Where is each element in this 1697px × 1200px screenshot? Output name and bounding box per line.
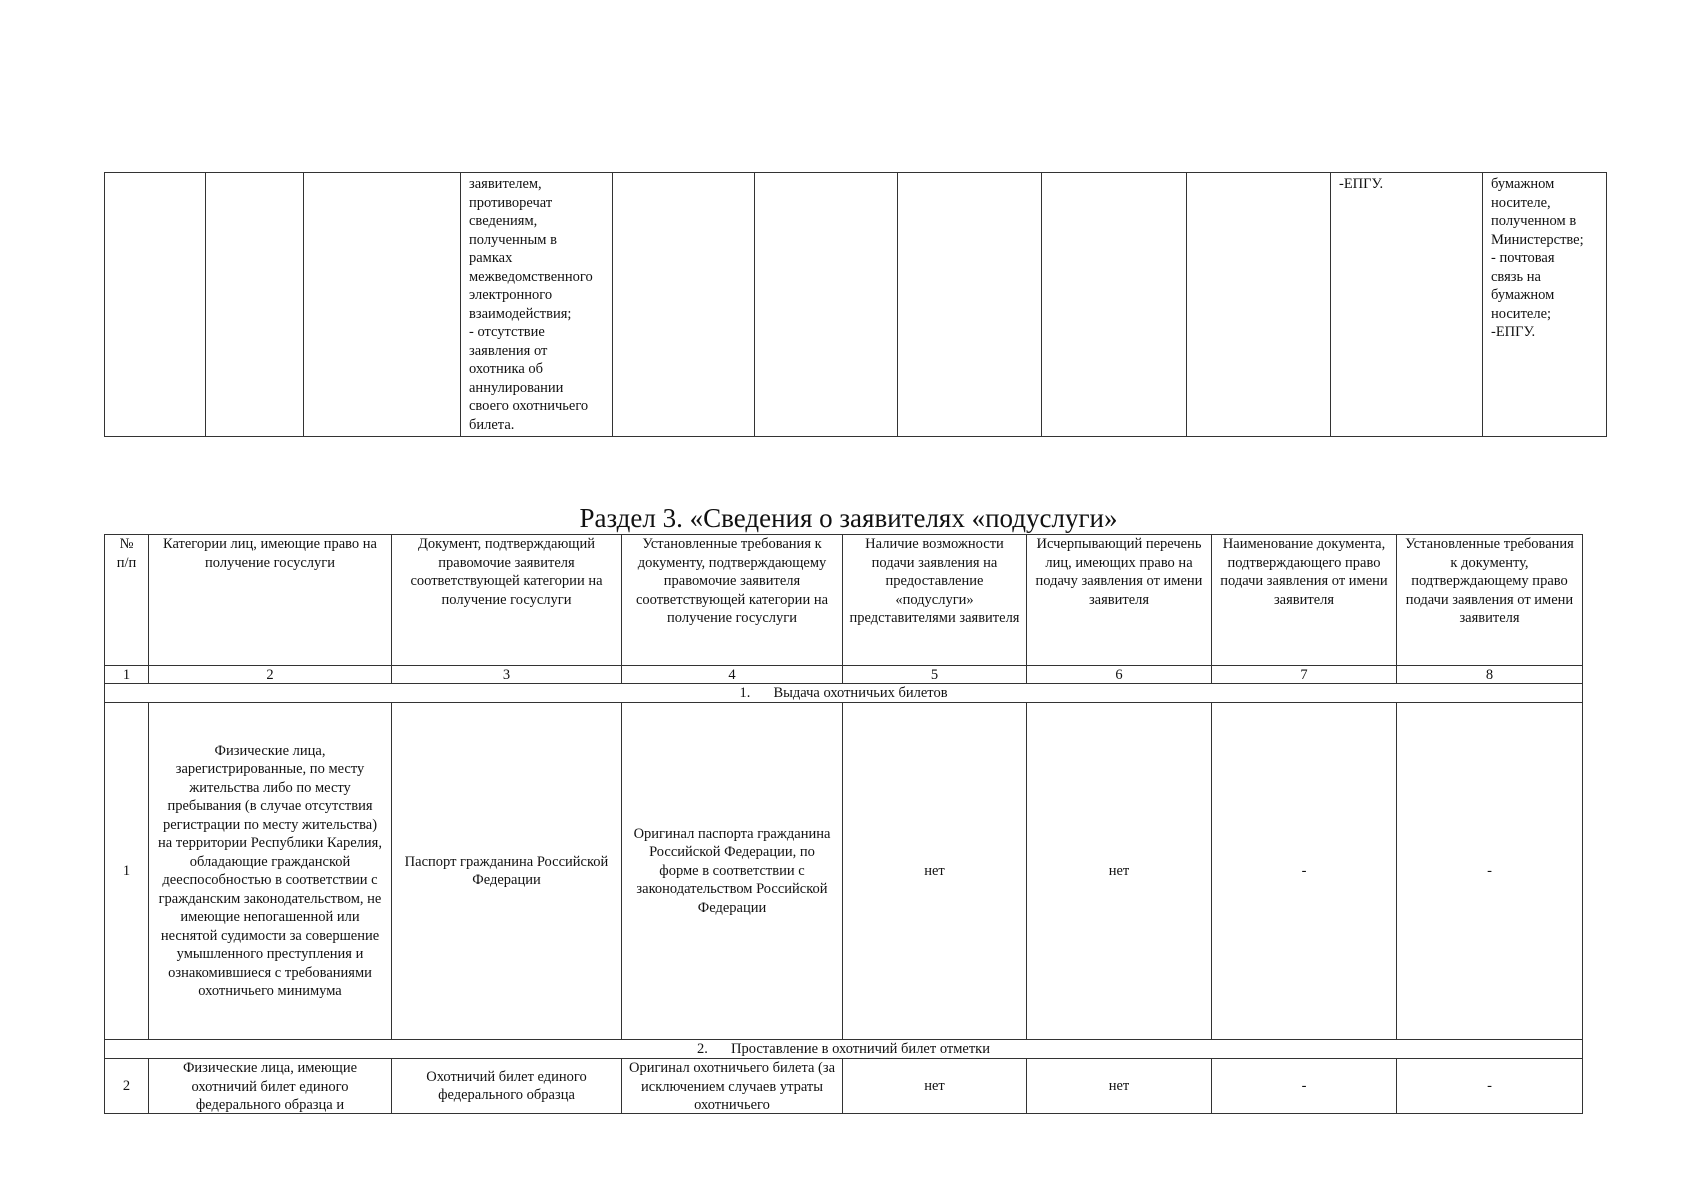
row-number: 1 [105,703,149,1040]
section-title: Раздел 3. «Сведения о заявителях «подуслуги» [579,503,1118,533]
header-row [105,535,1583,666]
cont-cell-1 [105,173,206,437]
header-cell: Документ, подтверждающий правомочие заявителя соответствующей категории на получение госуслуги [392,535,622,666]
column-number-row [105,666,1583,684]
column-number: 6 [1027,666,1212,684]
representatives-allowed: нет [843,703,1027,1040]
row-number: 2 [105,1059,149,1114]
applicant-category: Физические лица, зарегистрированные, по месту жительства либо по месту пребывания (в случае отсутствия регистрации по месту жительства) на территории Республики Карелия, обладающие гражданской дееспособностью в соответствии с гражданским законодательством, не имеющие непогашенной или неснятой судимости за совершение умышленного преступления и ознакомившиеся с требованиями охотничьего минимума [149,703,392,1040]
document-requirements-text: Оригинал охотничьего билета (за исключением случаев утраты охотничьего [628,1060,836,1113]
authorized-persons: нет [1027,703,1212,1040]
subservice-name: Выдача охотничьих билетов [773,684,948,701]
cont-cell-9 [1187,173,1331,437]
column-number: 5 [843,666,1027,684]
continuation-table [104,172,1607,437]
representative-document: - [1212,1059,1397,1114]
subservice-row [105,684,1583,703]
document-requirements [622,1059,843,1114]
header-cell: Исчерпывающий перечень лиц, имеющих право на подачу заявления от имени заявителя [1027,535,1212,666]
authority-document: Паспорт гражданина Российской Федерации [392,703,622,1040]
applicants-table [104,534,1583,1114]
header-cell: Наименование документа, подтверждающего право подачи заявления от имени заявителя [1212,535,1397,666]
applicant-category-text: Физические лица, имеющие охотничий билет единого федерального образца и [182,1060,358,1113]
authority-document: Охотничий билет единого федерального образца [392,1059,622,1114]
representative-requirements: - [1397,703,1583,1040]
column-number: 1 [105,666,149,684]
subservice-number: 2. [697,1040,708,1057]
header-cell: № п/п [105,535,149,666]
subservice-row [105,1040,1583,1059]
header-cell: Наличие возможности подачи заявления на предоставление «подуслуги» представителями заявителя [843,535,1027,666]
header-cell: Установленные требования к документу, подтверждающему право подачи заявления от имени заявителя [1397,535,1583,666]
cont-cell-3 [304,173,461,437]
representatives-allowed: нет [843,1059,1027,1114]
applicant-category [149,1059,392,1114]
header-cell: Категории лиц, имеющие право на получение госуслуги [149,535,392,666]
column-number: 8 [1397,666,1583,684]
continuation-row [105,173,1607,437]
cont-cell-5 [613,173,755,437]
column-number: 2 [149,666,392,684]
cont-cell-10: -ЕПГУ. [1331,173,1483,437]
authorized-persons: нет [1027,1059,1212,1114]
representative-requirements: - [1397,1059,1583,1114]
cont-cell-11: бумажном носителе, полученном в Министерстве; - почтовая связь на бумажном носителе; -ЕПГУ. [1483,173,1607,437]
subservice-title [105,684,1583,703]
cont-cell-2 [206,173,304,437]
representative-document: - [1212,703,1397,1040]
cont-cell-6 [755,173,898,437]
cont-cell-7 [898,173,1042,437]
table-row [105,1059,1583,1114]
subservice-number: 1. [739,684,751,701]
column-number: 7 [1212,666,1397,684]
column-number: 4 [622,666,843,684]
cont-cell-4: заявителем, противоречат сведениям, полученным в рамках межведомственного электронного взаимодействия; - отсутствие заявления от охотника об аннулировании своего охотничьего билета. [461,173,613,437]
column-number: 3 [392,666,622,684]
cont-cell-8 [1042,173,1187,437]
table-row [105,703,1583,1040]
subservice-name: Проставление в охотничий билет отметки [731,1040,990,1057]
document-requirements: Оригинал паспорта гражданина Российской Федерации, по форме в соответствии с законодательством Российской Федерации [622,703,843,1040]
header-cell: Установленные требования к документу, подтверждающему правомочие заявителя соответствующей категории на получение госуслуги [622,535,843,666]
subservice-title [105,1040,1583,1059]
